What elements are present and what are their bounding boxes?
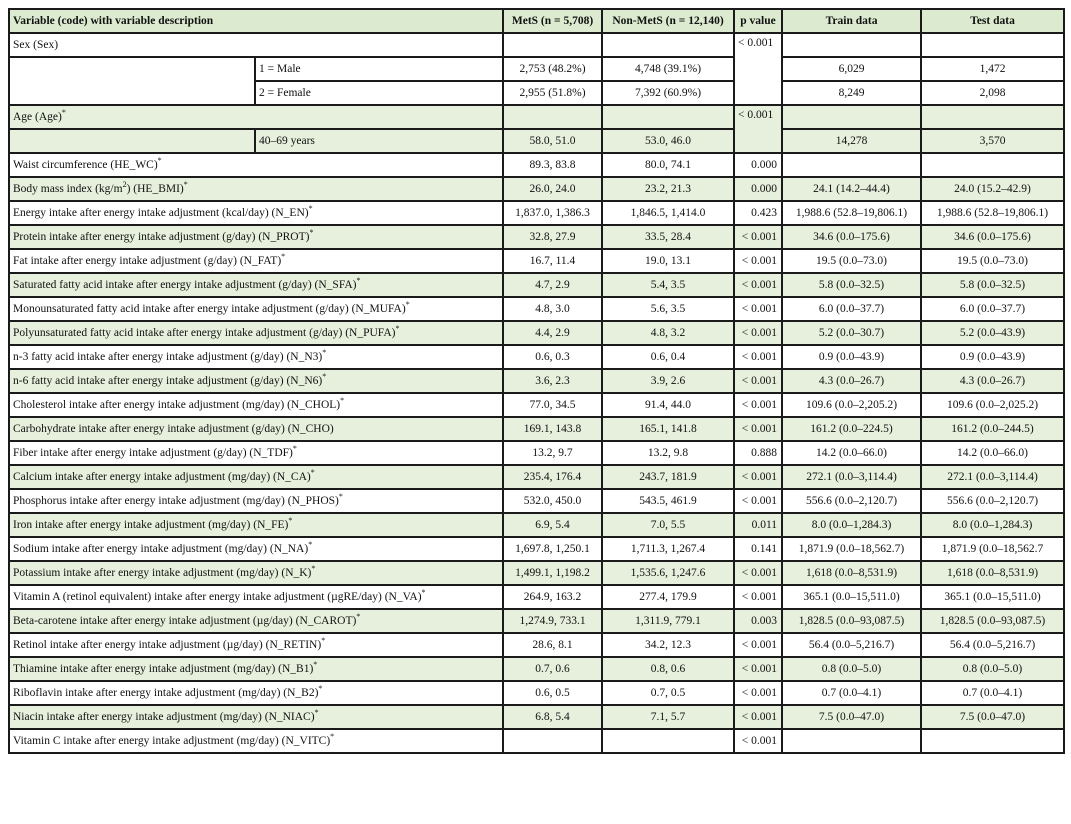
table-row-sex-male xyxy=(9,57,1064,81)
cell-train xyxy=(782,729,921,753)
footnote-star: * xyxy=(330,732,335,741)
table-row-sex xyxy=(9,33,1064,57)
table-row xyxy=(9,729,1064,753)
age-range-label: 40–69 years xyxy=(255,129,503,153)
cell-nonmets: 5.4, 3.5 xyxy=(602,273,734,297)
age-label: Age (Age)* xyxy=(9,105,503,129)
header-test: Test data xyxy=(921,9,1064,33)
table-row xyxy=(9,153,1064,177)
cell-nonmets: 1,535.6, 1,247.6 xyxy=(602,561,734,585)
cell-mets: 13.2, 9.7 xyxy=(503,441,602,465)
cell-train: 14.2 (0.0–66.0) xyxy=(782,441,921,465)
variable-label: Protein intake after energy intake adjustment (g/day) (N_PROT)* xyxy=(9,225,503,249)
cell-train: 1,871.9 (0.0–18,562.7) xyxy=(782,537,921,561)
table-row xyxy=(9,441,1064,465)
table-row xyxy=(9,249,1064,273)
footnote-star: * xyxy=(292,444,297,453)
footnote-star: * xyxy=(308,540,313,549)
cell-nonmets: 1,711.3, 1,267.4 xyxy=(602,537,734,561)
cell-mets: 1,499.1, 1,198.2 xyxy=(503,561,602,585)
cell-train: 161.2 (0.0–224.5) xyxy=(782,417,921,441)
footnote-star: * xyxy=(405,300,410,309)
variable-label: Body mass index $(kg/m^2)$ (HE_BMI)* xyxy=(9,177,503,201)
table-row xyxy=(9,273,1064,297)
cell-train: 1,828.5 (0.0–93,087.5) xyxy=(782,609,921,633)
cell-mets: 3.6, 2.3 xyxy=(503,369,602,393)
table-row xyxy=(9,561,1064,585)
cell-mets: 32.8, 27.9 xyxy=(503,225,602,249)
cell-nonmets xyxy=(602,729,734,753)
cell-mets: 26.0, 24.0 xyxy=(503,177,602,201)
cell-mets: 1,274.9, 733.1 xyxy=(503,609,602,633)
variable-label: Carbohydrate intake after energy intake adjustment (g/day) (N_CHO) xyxy=(9,417,503,441)
cell-nonmets: 0.8, 0.6 xyxy=(602,657,734,681)
cell-p: < 0.001 xyxy=(734,297,782,321)
cell-test: 19.5 (0.0–73.0) xyxy=(921,249,1064,273)
cell-test: 1,871.9 (0.0–18,562.7 xyxy=(921,537,1064,561)
cell-test: 4.3 (0.0–26.7) xyxy=(921,369,1064,393)
female-test: 2,098 xyxy=(921,81,1064,105)
cell-nonmets: 3.9, 2.6 xyxy=(602,369,734,393)
table-row xyxy=(9,297,1064,321)
footnote-star: * xyxy=(338,492,343,501)
cell-mets: 6.8, 5.4 xyxy=(503,705,602,729)
footnote-star: * xyxy=(356,276,361,285)
cell-nonmets: 1,311.9, 779.1 xyxy=(602,609,734,633)
cell-test: 272.1 (0.0–3,114.4) xyxy=(921,465,1064,489)
cell-nonmets: 0.7, 0.5 xyxy=(602,681,734,705)
table-row xyxy=(9,345,1064,369)
cell-nonmets: 0.6, 0.4 xyxy=(602,345,734,369)
cell-mets: 235.4, 176.4 xyxy=(503,465,602,489)
cell-p: < 0.001 xyxy=(734,273,782,297)
cell-mets: 28.6, 8.1 xyxy=(503,633,602,657)
table-row xyxy=(9,537,1064,561)
cell-p: < 0.001 xyxy=(734,393,782,417)
footnote-star: * xyxy=(311,564,316,573)
cell-train: 1,988.6 (52.8–19,806.1) xyxy=(782,201,921,225)
cell-nonmets: 165.1, 141.8 xyxy=(602,417,734,441)
variable-label: n-6 fatty acid intake after energy intake adjustment (g/day) (N_N6)* xyxy=(9,369,503,393)
variable-label: Vitamin C intake after energy intake adjustment (mg/day) (N_VITC)* xyxy=(9,729,503,753)
variable-label: Sodium intake after energy intake adjustment (mg/day) (N_NA)* xyxy=(9,537,503,561)
table-row xyxy=(9,657,1064,681)
age-test: 3,570 xyxy=(921,129,1064,153)
table-row xyxy=(9,489,1064,513)
cell-train: 5.2 (0.0–30.7) xyxy=(782,321,921,345)
variable-label: Retinol intake after energy intake adjustment (µg/day) (N_RETIN)* xyxy=(9,633,503,657)
cell-test: 109.6 (0.0–2,025.2) xyxy=(921,393,1064,417)
table-row-age-range xyxy=(9,129,1064,153)
variable-label: Monounsaturated fatty acid intake after energy intake adjustment (g/day) (N_MUFA)* xyxy=(9,297,503,321)
cell-test: 556.6 (0.0–2,120.7) xyxy=(921,489,1064,513)
cell-test: 7.5 (0.0–47.0) xyxy=(921,705,1064,729)
male-train: 6,029 xyxy=(782,57,921,81)
male-label: 1 = Male xyxy=(255,57,503,81)
cell-mets: 4.8, 3.0 xyxy=(503,297,602,321)
cell-nonmets: 243.7, 181.9 xyxy=(602,465,734,489)
cell-train: 0.8 (0.0–5.0) xyxy=(782,657,921,681)
header-p-value: p value xyxy=(734,9,782,33)
cell-mets: 77.0, 34.5 xyxy=(503,393,602,417)
cell-p: < 0.001 xyxy=(734,369,782,393)
cell-train: 109.6 (0.0–2,205.2) xyxy=(782,393,921,417)
cell-mets: 4.7, 2.9 xyxy=(503,273,602,297)
cell-test: 1,618 (0.0–8,531.9) xyxy=(921,561,1064,585)
cell-mets: 6.9, 5.4 xyxy=(503,513,602,537)
variable-label: Beta-carotene intake after energy intake adjustment (µg/day) (N_CAROT)* xyxy=(9,609,503,633)
male-test: 1,472 xyxy=(921,57,1064,81)
table-row xyxy=(9,705,1064,729)
cell-train: 272.1 (0.0–3,114.4) xyxy=(782,465,921,489)
cell-nonmets: 23.2, 21.3 xyxy=(602,177,734,201)
variable-label: Energy intake after energy intake adjustment (kcal/day) (N_EN)* xyxy=(9,201,503,225)
cell-train: 8.0 (0.0–1,284.3) xyxy=(782,513,921,537)
cell-p: < 0.001 xyxy=(734,465,782,489)
variable-label: Niacin intake after energy intake adjustment (mg/day) (N_NIAC)* xyxy=(9,705,503,729)
variable-label: Iron intake after energy intake adjustment (mg/day) (N_FE)* xyxy=(9,513,503,537)
cell-p: < 0.001 xyxy=(734,657,782,681)
cell-p: < 0.001 xyxy=(734,417,782,441)
female-label: 2 = Female xyxy=(255,81,503,105)
footnote-star: * xyxy=(321,636,326,645)
variable-label: Riboflavin intake after energy intake adjustment (mg/day) (N_B2)* xyxy=(9,681,503,705)
header-train: Train data xyxy=(782,9,921,33)
cell-test: 5.2 (0.0–43.9) xyxy=(921,321,1064,345)
variable-label: Calcium intake after energy intake adjustment (mg/day) (N_CA)* xyxy=(9,465,503,489)
table-row xyxy=(9,225,1064,249)
cell-p: 0.000 xyxy=(734,177,782,201)
sex-p-value: < 0.001 xyxy=(734,33,782,105)
cell-nonmets: 7.1, 5.7 xyxy=(602,705,734,729)
cell-p: 0.000 xyxy=(734,153,782,177)
cell-train: 56.4 (0.0–5,216.7) xyxy=(782,633,921,657)
variable-label: Vitamin A (retinol equivalent) intake after energy intake adjustment (µgRE/day) (N_VA)* xyxy=(9,585,503,609)
table-row xyxy=(9,681,1064,705)
cell-test: 56.4 (0.0–5,216.7) xyxy=(921,633,1064,657)
cell-mets: 532.0, 450.0 xyxy=(503,489,602,513)
footnote-star: * xyxy=(288,516,293,525)
variable-label: Polyunsaturated fatty acid intake after energy intake adjustment (g/day) (N_PUFA)* xyxy=(9,321,503,345)
cell-mets xyxy=(503,729,602,753)
cell-p: < 0.001 xyxy=(734,321,782,345)
cell-nonmets: 1,846.5, 1,414.0 xyxy=(602,201,734,225)
cell-nonmets: 34.2, 12.3 xyxy=(602,633,734,657)
cell-test: 6.0 (0.0–37.7) xyxy=(921,297,1064,321)
cell-test: 5.8 (0.0–32.5) xyxy=(921,273,1064,297)
footnote-star: * xyxy=(340,396,345,405)
cell-test: 1,988.6 (52.8–19,806.1) xyxy=(921,201,1064,225)
cell-p: < 0.001 xyxy=(734,489,782,513)
cell-test: 365.1 (0.0–15,511.0) xyxy=(921,585,1064,609)
cell-train: 7.5 (0.0–47.0) xyxy=(782,705,921,729)
cell-test xyxy=(921,153,1064,177)
cell-nonmets: 7.0, 5.5 xyxy=(602,513,734,537)
table-row xyxy=(9,633,1064,657)
male-mets: 2,753 (48.2%) xyxy=(503,57,602,81)
cell-mets: 1,697.8, 1,250.1 xyxy=(503,537,602,561)
header-mets: MetS (n = 5,708) xyxy=(503,9,602,33)
variable-label: n-3 fatty acid intake after energy intake adjustment (g/day) (N_N3)* xyxy=(9,345,503,369)
cell-test: 0.8 (0.0–5.0) xyxy=(921,657,1064,681)
footnote-star: * xyxy=(356,612,361,621)
cell-p: < 0.001 xyxy=(734,249,782,273)
footnote-star: * xyxy=(309,228,314,237)
variable-label: Waist circumference (HE_WC)* xyxy=(9,153,503,177)
cell-train: 0.7 (0.0–4.1) xyxy=(782,681,921,705)
variables-table xyxy=(8,8,1065,754)
cell-p: 0.423 xyxy=(734,201,782,225)
female-nonmets: 7,392 (60.9%) xyxy=(602,81,734,105)
table-row xyxy=(9,609,1064,633)
variable-label: Thiamine intake after energy intake adjustment (mg/day) (N_B1)* xyxy=(9,657,503,681)
cell-nonmets: 4.8, 3.2 xyxy=(602,321,734,345)
cell-p: < 0.001 xyxy=(734,225,782,249)
variable-label: Saturated fatty acid intake after energy intake adjustment (g/day) (N_SFA)* xyxy=(9,273,503,297)
cell-train: 556.6 (0.0–2,120.7) xyxy=(782,489,921,513)
table-row xyxy=(9,369,1064,393)
cell-train: 24.1 (14.2–44.4) xyxy=(782,177,921,201)
cell-test: 0.7 (0.0–4.1) xyxy=(921,681,1064,705)
table-row xyxy=(9,417,1064,441)
table-row xyxy=(9,465,1064,489)
cell-p: < 0.001 xyxy=(734,345,782,369)
cell-nonmets: 13.2, 9.8 xyxy=(602,441,734,465)
cell-test: 34.6 (0.0–175.6) xyxy=(921,225,1064,249)
cell-p: < 0.001 xyxy=(734,633,782,657)
footnote-star: * xyxy=(421,588,426,597)
footnote-star: * xyxy=(314,708,319,717)
cell-mets: 0.6, 0.3 xyxy=(503,345,602,369)
footnote-star: * xyxy=(318,684,323,693)
footnote-star: * xyxy=(281,252,286,261)
cell-train: 34.6 (0.0–175.6) xyxy=(782,225,921,249)
cell-mets: 264.9, 163.2 xyxy=(503,585,602,609)
table-row xyxy=(9,393,1064,417)
cell-train: 5.8 (0.0–32.5) xyxy=(782,273,921,297)
footnote-star: * xyxy=(395,324,400,333)
age-mets: 58.0, 51.0 xyxy=(503,129,602,153)
sex-label: Sex (Sex) xyxy=(9,33,503,57)
cell-nonmets: 80.0, 74.1 xyxy=(602,153,734,177)
cell-nonmets: 277.4, 179.9 xyxy=(602,585,734,609)
variable-label: Fat intake after energy intake adjustment (g/day) (N_FAT)* xyxy=(9,249,503,273)
cell-p: < 0.001 xyxy=(734,705,782,729)
footnote-star: * xyxy=(308,204,313,213)
cell-test: 8.0 (0.0–1,284.3) xyxy=(921,513,1064,537)
cell-p: < 0.001 xyxy=(734,585,782,609)
age-p-value: < 0.001 xyxy=(734,105,782,153)
variable-label: Phosphorus intake after energy intake adjustment (mg/day) (N_PHOS)* xyxy=(9,489,503,513)
footnote-star: * xyxy=(313,660,318,669)
cell-p: 0.011 xyxy=(734,513,782,537)
variable-label: Potassium intake after energy intake adjustment (mg/day) (N_K)* xyxy=(9,561,503,585)
cell-test: 161.2 (0.0–244.5) xyxy=(921,417,1064,441)
header-nonmets: Non-MetS (n = 12,140) xyxy=(602,9,734,33)
cell-mets: 0.7, 0.6 xyxy=(503,657,602,681)
footnote-star: * xyxy=(183,180,188,189)
footnote-star: * xyxy=(157,156,162,165)
table-row xyxy=(9,585,1064,609)
cell-train xyxy=(782,153,921,177)
cell-test: 0.9 (0.0–43.9) xyxy=(921,345,1064,369)
cell-nonmets: 33.5, 28.4 xyxy=(602,225,734,249)
cell-mets: 89.3, 83.8 xyxy=(503,153,602,177)
table-row-age xyxy=(9,105,1064,129)
footnote-star: * xyxy=(322,372,327,381)
cell-train: 1,618 (0.0–8,531.9) xyxy=(782,561,921,585)
male-nonmets: 4,748 (39.1%) xyxy=(602,57,734,81)
cell-mets: 0.6, 0.5 xyxy=(503,681,602,705)
table-row xyxy=(9,201,1064,225)
table-row xyxy=(9,321,1064,345)
female-train: 8,249 xyxy=(782,81,921,105)
age-train: 14,278 xyxy=(782,129,921,153)
cell-mets: 16.7, 11.4 xyxy=(503,249,602,273)
cell-p: 0.003 xyxy=(734,609,782,633)
cell-test: 14.2 (0.0–66.0) xyxy=(921,441,1064,465)
footnote-star: * xyxy=(310,468,315,477)
cell-p: < 0.001 xyxy=(734,729,782,753)
footnote-star: * xyxy=(322,348,327,357)
table-row xyxy=(9,513,1064,537)
cell-train: 4.3 (0.0–26.7) xyxy=(782,369,921,393)
cell-test: 24.0 (15.2–42.9) xyxy=(921,177,1064,201)
cell-p: < 0.001 xyxy=(734,681,782,705)
header-variable: Variable (code) with variable description xyxy=(9,9,503,33)
variable-label: Fiber intake after energy intake adjustment (g/day) (N_TDF)* xyxy=(9,441,503,465)
cell-nonmets: 91.4, 44.0 xyxy=(602,393,734,417)
cell-train: 19.5 (0.0–73.0) xyxy=(782,249,921,273)
cell-train: 6.0 (0.0–37.7) xyxy=(782,297,921,321)
cell-train: 365.1 (0.0–15,511.0) xyxy=(782,585,921,609)
age-footnote-star: * xyxy=(61,108,66,117)
cell-nonmets: 19.0, 13.1 xyxy=(602,249,734,273)
cell-test: 1,828.5 (0.0–93,087.5) xyxy=(921,609,1064,633)
cell-nonmets: 543.5, 461.9 xyxy=(602,489,734,513)
cell-train: 0.9 (0.0–43.9) xyxy=(782,345,921,369)
age-nonmets: 53.0, 46.0 xyxy=(602,129,734,153)
female-mets: 2,955 (51.8%) xyxy=(503,81,602,105)
cell-p: 0.888 xyxy=(734,441,782,465)
table-row xyxy=(9,177,1064,201)
cell-mets: 4.4, 2.9 xyxy=(503,321,602,345)
cell-mets: 169.1, 143.8 xyxy=(503,417,602,441)
variable-label: Cholesterol intake after energy intake adjustment (mg/day) (N_CHOL)* xyxy=(9,393,503,417)
cell-nonmets: 5.6, 3.5 xyxy=(602,297,734,321)
cell-p: < 0.001 xyxy=(734,561,782,585)
cell-mets: 1,837.0, 1,386.3 xyxy=(503,201,602,225)
cell-p: 0.141 xyxy=(734,537,782,561)
cell-test xyxy=(921,729,1064,753)
header-row xyxy=(9,9,1064,33)
